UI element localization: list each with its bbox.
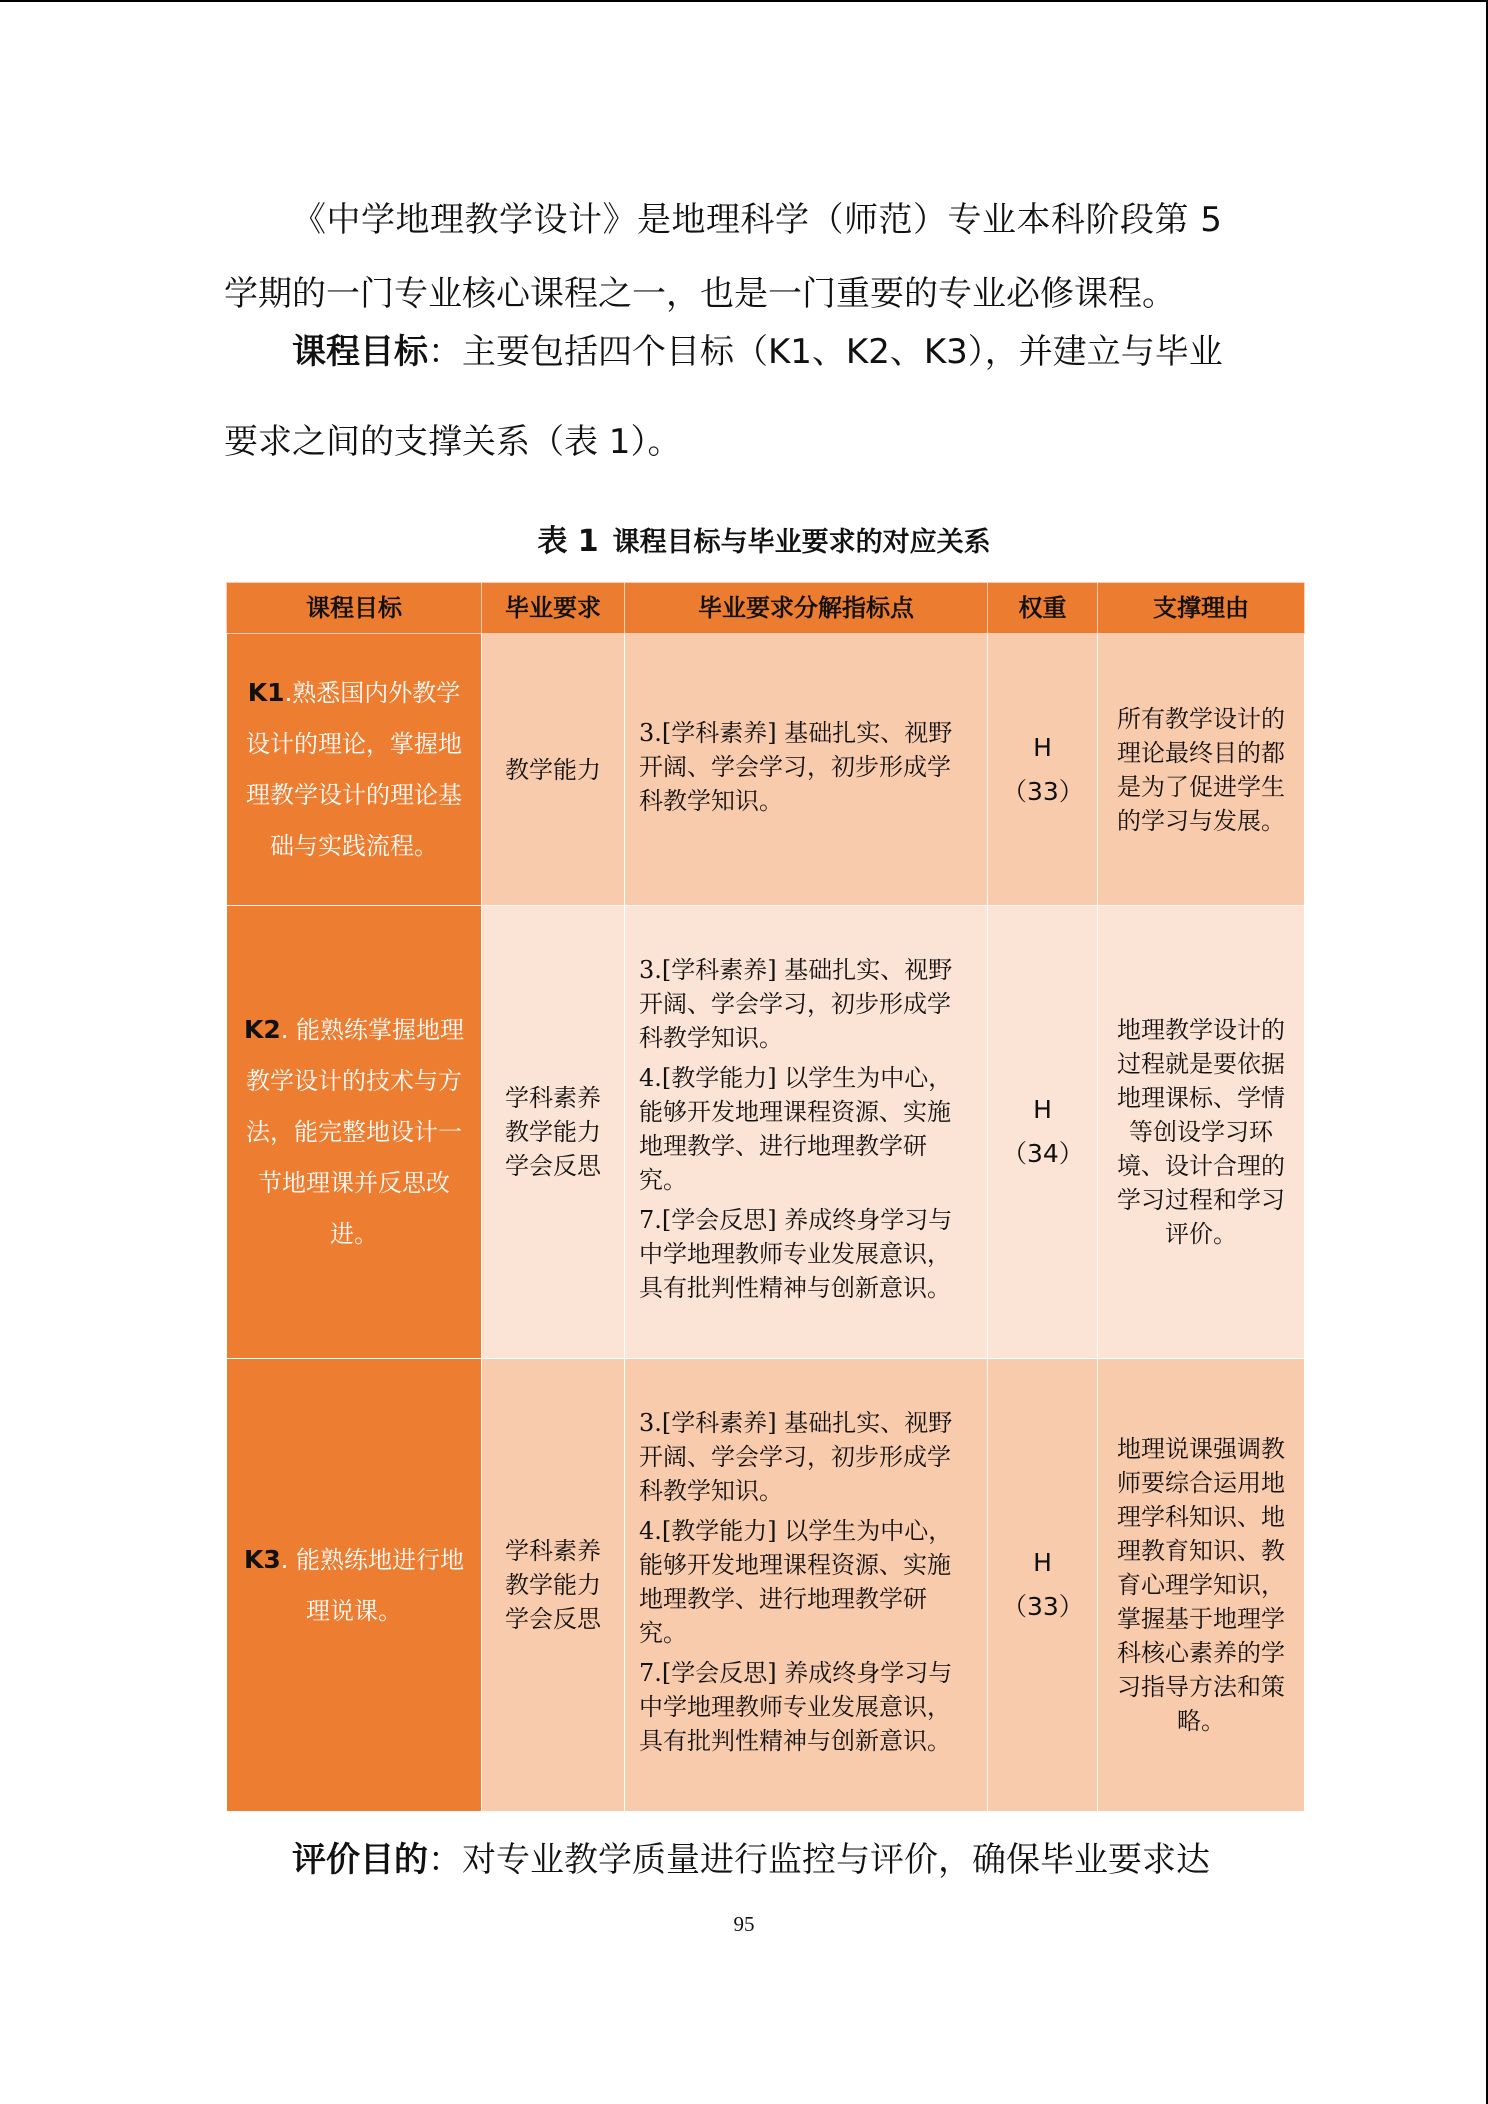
requirement-cell — [482, 1359, 625, 1812]
objectives-line-2: 要求之间的支撑关系（表 1）。 — [224, 422, 682, 462]
indicator-item: 4.[教学能力] 以学生为中心，能够开发地理课程资源、实施地理教学、进行地理教学研究。 — [639, 1517, 953, 1647]
evaluation-paragraph — [224, 1838, 1284, 1882]
table-header-row — [227, 583, 1305, 634]
table-row — [227, 634, 1305, 906]
table-caption-number: 表 1 — [537, 524, 599, 559]
requirement-cell — [482, 906, 625, 1359]
intro-line-2: 学期的一门专业核心课程之一，也是一门重要的专业必修课程。 — [224, 274, 1176, 314]
table-row — [227, 1359, 1305, 1812]
indicator-item: 3.[学科素养] 基础扎实、视野开阔、学会学习，初步形成学科教学知识。 — [639, 956, 953, 1052]
goals-requirements-table — [226, 582, 1305, 1812]
course-goal-cell — [227, 1359, 482, 1812]
indicator-item: 7.[学会反思] 养成终身学习与中学地理教师专业发展意识，具有批判性精神与创新意识。 — [639, 1206, 953, 1302]
indicator-item: 3.[学科素养] 基础扎实、视野开阔、学会学习，初步形成学科教学知识。 — [639, 718, 953, 815]
goal-text: . 能熟练地进行地理说课。 — [280, 1545, 465, 1625]
weight-value: （33） — [1002, 1592, 1084, 1621]
course-goal-cell — [227, 634, 482, 906]
requirement-item: 教学能力 — [505, 1571, 601, 1599]
objectives-line-1: ：主要包括四个目标（K1、K2、K3），并建立与毕业 — [428, 332, 1223, 372]
requirement-item: 学科素养 — [505, 1084, 601, 1112]
weight-level: H — [1033, 1548, 1052, 1577]
weight-cell — [988, 1359, 1098, 1812]
course-goal-cell — [227, 906, 482, 1359]
objectives-label: 课程目标 — [292, 332, 428, 372]
intro-line-1: 《中学地理教学设计》是地理科学（师范）专业本科阶段第 5 — [292, 200, 1223, 240]
requirement-item: 教学能力 — [505, 1118, 601, 1146]
evaluation-text: ：对专业教学质量进行监控与评价，确保毕业要求达 — [428, 1840, 1210, 1880]
requirement-item: 学科素养 — [505, 1537, 601, 1565]
table-row — [227, 906, 1305, 1359]
indicator-item: 7.[学会反思] 养成终身学习与中学地理教师专业发展意识，具有批判性精神与创新意识。 — [639, 1659, 953, 1755]
reason-cell: 地理说课强调教师要综合运用地理学科知识、地理教育知识、教育心理学知识，掌握基于地理学科核心素养的学习指导方法和策略。 — [1098, 1359, 1305, 1812]
weight-level: H — [1033, 1095, 1052, 1124]
header-course-goal: 课程目标 — [227, 583, 482, 634]
indicator-cell — [625, 906, 988, 1359]
indicator-item: 3.[学科素养] 基础扎实、视野开阔、学会学习，初步形成学科教学知识。 — [639, 1409, 953, 1505]
reason-cell: 地理教学设计的过程就是要依据地理课标、学情等创设学习环境、设计合理的学习过程和学习评价。 — [1098, 906, 1305, 1359]
indicator-item: 4.[教学能力] 以学生为中心，能够开发地理课程资源、实施地理教学、进行地理教学研究。 — [639, 1064, 953, 1194]
goal-code: K2 — [243, 1015, 281, 1044]
evaluation-label: 评价目的 — [292, 1840, 428, 1880]
indicator-cell — [625, 634, 988, 906]
requirement-item: 学会反思 — [505, 1605, 601, 1633]
goal-text: .熟悉国内外教学设计的理论，掌握地理教学设计的理论基础与实践流程。 — [246, 679, 462, 860]
goal-code: K3 — [243, 1544, 281, 1574]
table-caption — [224, 524, 1304, 561]
requirement-item: 教学能力 — [505, 755, 601, 784]
weight-cell — [988, 634, 1098, 906]
header-support-reason: 支撑理由 — [1098, 583, 1305, 634]
table-caption-text: 课程目标与毕业要求的对应关系 — [612, 527, 991, 558]
goal-code: K1 — [247, 678, 285, 707]
header-indicator-points: 毕业要求分解指标点 — [625, 583, 988, 634]
weight-value: （33） — [1002, 776, 1084, 806]
header-weight: 权重 — [988, 583, 1098, 634]
weight-cell — [988, 906, 1098, 1359]
page-number: 95 — [733, 1912, 755, 1936]
goal-text: . 能熟练掌握地理教学设计的技术与方法，能完整地设计一节地理课并反思改进。 — [246, 1016, 465, 1248]
header-graduation-requirement: 毕业要求 — [482, 583, 625, 634]
requirement-item: 学会反思 — [505, 1152, 601, 1180]
reason-cell: 所有教学设计的理论最终目的都是为了促进学生的学习与发展。 — [1098, 634, 1305, 906]
weight-level: H — [1033, 732, 1052, 762]
requirement-cell — [482, 634, 625, 906]
objectives-paragraph — [224, 330, 1264, 374]
indicator-cell — [625, 1359, 988, 1812]
weight-value: （34） — [1002, 1139, 1084, 1168]
